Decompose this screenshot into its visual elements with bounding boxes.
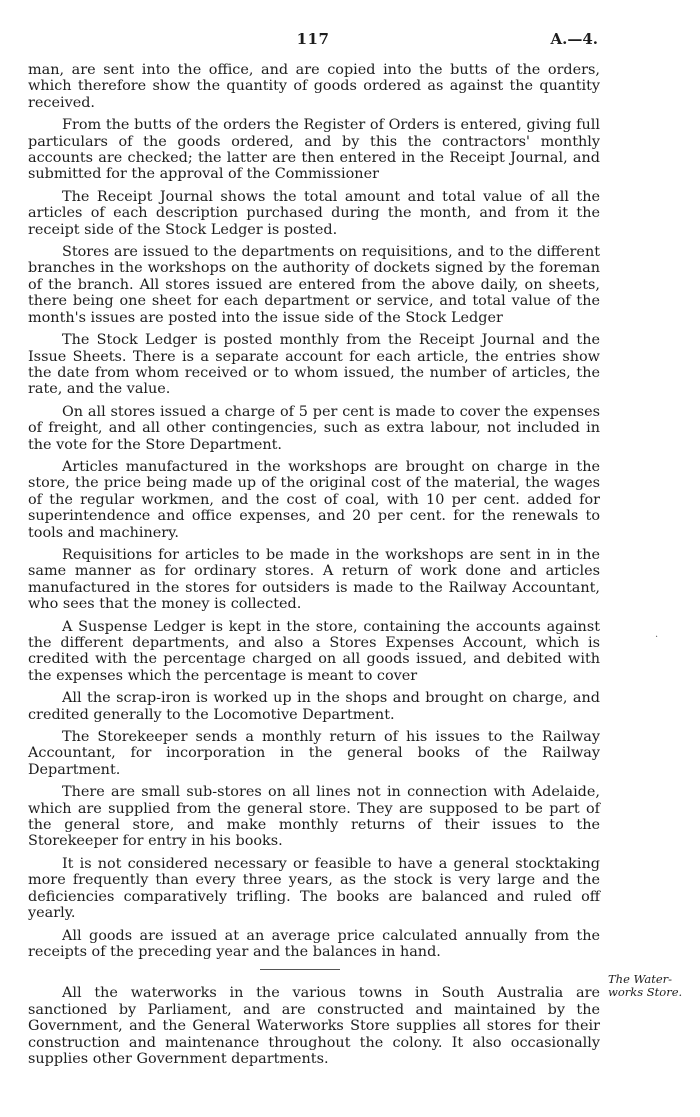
paragraph-articles-manufactured: Articles manufactured in the workshops are brought on charge in the store, the price being made up of the original cost of the material, the wages of the regular workmen, and the cost of coal, with 10 per cent. added for superintendence and office expenses, and 20 per cent. for the renewals to tools and machinery. [28,458,600,541]
section-divider [260,969,340,970]
paragraph-charge-percent: On all stores issued a charge of 5 per cent is made to cover the expenses of freight, and all other contingencies, such as extra labour, not included in the vote for the Store Department. [28,403,600,453]
paragraph-stocktaking: It is not considered necessary or feasible to have a general stocktaking more frequently than every three years, as the stock is very large and the deficiencies comparatively trifling. The books are balanced and ruled off yearly. [28,855,600,922]
paragraph-stock-ledger: The Stock Ledger is posted monthly from the Receipt Journal and the Issue Sheets. There is a separate account for each article, the entries show the date from whom received or to whom issued, the number of articles, the rate, and the value. [28,332,600,398]
paragraph-monthly-return: The Storekeeper sends a monthly return of his issues to the Railway Accountant, for incorporation in the general books of the Railway Department. [28,729,600,778]
page-header [28,30,598,52]
paragraph-continuation: man, are sent into the office, and are copied into the butts of the orders, which therefore show the quantity of goods ordered as against the quantity received. [28,62,600,111]
page-number: 117 [296,30,330,48]
body-text [28,62,600,1073]
paragraph-waterworks: All the waterworks in the various towns in South Australia are sanctioned by Parliament, and are constructed and maintained by the Government, and the General Waterworks Store supplies all stores for their construction and maintenance throughout the colony. It also occasionally supplies other Government departments. [28,985,600,1067]
paragraph-scrap-iron: All the scrap-iron is worked up in the shops and brought on charge, and credited generally to the Locomotive Department. [28,690,600,723]
paragraph-stores-issued: Stores are issued to the departments on requisitions, and to the different branches in the workshops on the authority of dockets signed by the foreman of the branch. All stores issued are entered from the above daily, on sheets, there being one sheet for each department or service, and total value of the month's issues are posted into the issue side of the Stock Ledger [28,244,600,326]
paragraph-requisitions: Requisitions for articles to be made in the workshops are sent in in the same manner as for ordinary stores. A return of work done and articles manufactured in the stores for outsiders is made to the Railway Accountant, who sees that the money is collected. [28,546,600,613]
paragraph-suspense-ledger: A Suspense Ledger is kept in the store, containing the accounts against the different departments, and also a Stores Expenses Account, which is credited with the percentage charged on all goods issued, and debited with the expenses which the percentage is meant to cover [28,618,600,684]
paragraph-receipt-journal: The Receipt Journal shows the total amount and total value of all the articles of each description purchased during the month, and from it the receipt side of the Stock Ledger is posted. [28,188,600,238]
paragraph-sub-stores: There are small sub-stores on all lines not in connection with Adelaide, which are supplied from the general store. They are supposed to be part of the general store, and make monthly returns of their issues to the Storekeeper for entry in his books. [28,784,600,850]
margin-note: The Water-works Store. [608,972,683,999]
document-reference: A.—4. [550,30,598,48]
paragraph-register-of-orders: From the butts of the orders the Register of Orders is entered, giving full particulars of the goods ordered, and by this the contractors' monthly accounts are checked; the latter are then entered in the Receipt Journal, and submitted for the approval of the Commissioner [28,117,600,183]
paragraph-average-price: All goods are issued at an average price calculated annually from the receipts of the preceding year and the balances in hand. [28,927,600,960]
stray-mark: · [655,632,659,643]
